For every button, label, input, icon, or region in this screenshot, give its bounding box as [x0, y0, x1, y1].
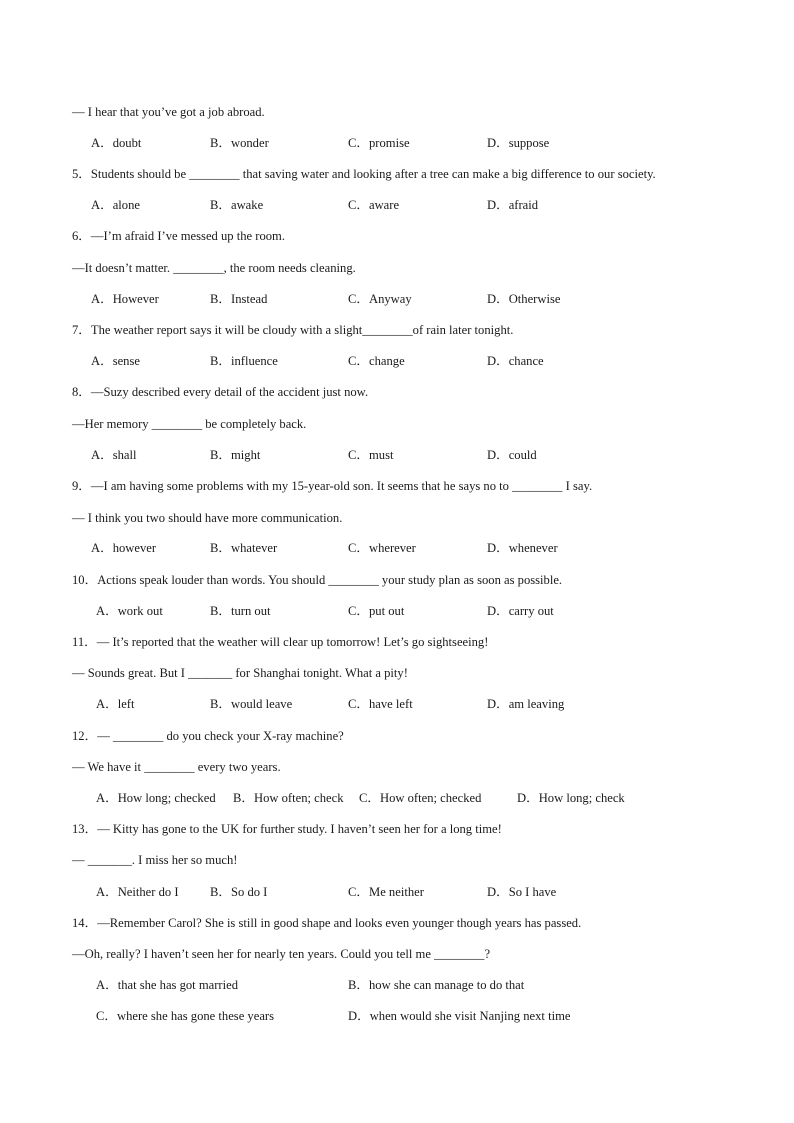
question-14-options-row-1 — [0, 977, 794, 993]
question-11-options — [0, 696, 794, 712]
option-d[interactable]: D．How long; check — [517, 791, 625, 805]
option-b[interactable]: B．awake — [210, 198, 264, 212]
question-6-stem: 6．—I’m afraid I’ve messed up the room. — [72, 229, 285, 243]
option-b[interactable]: B．how she can manage to do that — [348, 978, 525, 992]
option-b[interactable]: B．would leave — [210, 697, 293, 711]
option-c[interactable]: C．promise — [348, 136, 410, 150]
option-a[interactable]: A．left — [96, 697, 135, 711]
option-a[interactable]: A．however — [91, 541, 157, 555]
option-b[interactable]: B．So do I — [210, 885, 268, 899]
question-12-response: — We have it ________ every two years. — [72, 760, 281, 774]
question-14-stem: 14．—Remember Carol? She is still in good shape and looks even younger though years has passed. — [72, 916, 582, 930]
option-a[interactable]: A．doubt — [91, 136, 142, 150]
option-b[interactable]: B．Instead — [210, 292, 268, 306]
option-d[interactable]: D．when would she visit Nanjing next time — [348, 1009, 571, 1023]
question-7-stem: 7．The weather report says it will be cloudy with a slight________of rain later tonight. — [72, 323, 514, 337]
option-d[interactable]: D．suppose — [487, 136, 550, 150]
option-c[interactable]: C．have left — [348, 697, 413, 711]
question-14-options-row-2 — [0, 1008, 794, 1024]
option-a[interactable]: A．that she has got married — [96, 978, 238, 992]
question-11-stem: 11．— It’s reported that the weather will clear up tomorrow! Let’s go sightseeing! — [72, 635, 489, 649]
option-c[interactable]: C．aware — [348, 198, 400, 212]
option-c[interactable]: C．must — [348, 448, 394, 462]
question-10-stem: 10．Actions speak louder than words. You should ________ your study plan as soon as possible. — [72, 573, 563, 587]
option-b[interactable]: B．turn out — [210, 604, 271, 618]
question-12-stem: 12．— ________ do you check your X-ray machine? — [72, 729, 344, 743]
question-13-stem: 13．— Kitty has gone to the UK for further study. I haven’t seen her for a long time! — [72, 822, 502, 836]
question-4-options — [0, 135, 794, 151]
option-d[interactable]: D．chance — [487, 354, 544, 368]
option-c[interactable]: C．How often; checked — [359, 791, 482, 805]
option-a[interactable]: A．How long; checked — [96, 791, 216, 805]
option-d[interactable]: D．carry out — [487, 604, 554, 618]
question-8-options — [0, 447, 794, 463]
question-9-options — [0, 540, 794, 556]
option-c[interactable]: C．wherever — [348, 541, 416, 555]
option-b[interactable]: B．wonder — [210, 136, 269, 150]
question-5-stem: 5．Students should be ________ that saving water and looking after a tree can make a big difference to our society. — [72, 167, 656, 181]
option-a[interactable]: A．work out — [96, 604, 163, 618]
question-5-options — [0, 197, 794, 213]
question-10-options — [0, 603, 794, 619]
option-c[interactable]: C．Anyway — [348, 292, 412, 306]
option-a[interactable]: A．However — [91, 292, 159, 306]
option-d[interactable]: D．afraid — [487, 198, 539, 212]
option-c[interactable]: C．change — [348, 354, 405, 368]
option-a[interactable]: A．Neither do I — [96, 885, 179, 899]
question-11-response: — Sounds great. But I _______ for Shanghai tonight. What a pity! — [72, 666, 408, 680]
question-13-options — [0, 884, 794, 900]
option-d[interactable]: D．So I have — [487, 885, 557, 899]
question-9-stem: 9．—I am having some problems with my 15-year-old son. It seems that he says no to ________ I say. — [72, 479, 593, 493]
question-4-response: — I hear that you’ve got a job abroad. — [72, 105, 265, 119]
option-b[interactable]: B．whatever — [210, 541, 278, 555]
question-9-response: — I think you two should have more communication. — [72, 511, 343, 525]
option-b[interactable]: B．How often; check — [233, 791, 344, 805]
option-d[interactable]: D．Otherwise — [487, 292, 561, 306]
option-c[interactable]: C．Me neither — [348, 885, 424, 899]
option-b[interactable]: B．influence — [210, 354, 278, 368]
question-7-options — [0, 353, 794, 369]
question-6-options — [0, 291, 794, 307]
option-b[interactable]: B．might — [210, 448, 261, 462]
option-c[interactable]: C．put out — [348, 604, 405, 618]
question-8-response: —Her memory ________ be completely back. — [72, 417, 307, 431]
question-13-response: — _______. I miss her so much! — [72, 853, 238, 867]
option-a[interactable]: A．sense — [91, 354, 140, 368]
option-c[interactable]: C．where she has gone these years — [96, 1009, 275, 1023]
option-d[interactable]: D．could — [487, 448, 537, 462]
option-d[interactable]: D．am leaving — [487, 697, 565, 711]
option-a[interactable]: A．alone — [91, 198, 140, 212]
question-6-response: —It doesn’t matter. ________, the room needs cleaning. — [72, 261, 356, 275]
question-14-response: —Oh, really? I haven’t seen her for nearly ten years. Could you tell me ________? — [72, 947, 491, 961]
question-12-options — [0, 790, 794, 806]
question-8-stem: 8．—Suzy described every detail of the accident just now. — [72, 385, 369, 399]
option-d[interactable]: D．whenever — [487, 541, 558, 555]
option-a[interactable]: A．shall — [91, 448, 137, 462]
